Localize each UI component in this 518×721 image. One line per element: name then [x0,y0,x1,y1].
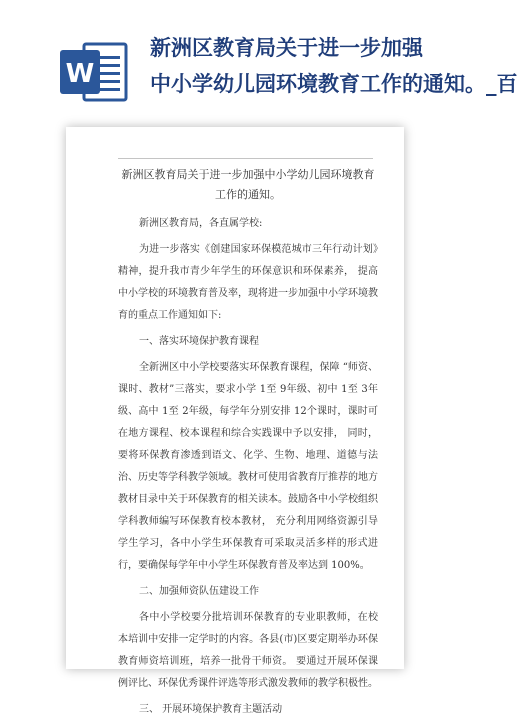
banner-title-line-2: 中小学幼儿园环境教育工作的通知。_百 [150,72,518,96]
document-body [118,165,378,721]
section-2-body: 各中小学校要分批培训环保教育的专业职教师，在校本培训中安排一定学时的内容。各县(市)区要定期举办环保教育师资培训班，培养一批骨干师资。 要通过开展环保课例评比、环保优秀课件评选等形式激发教师的教学积极性。 [118,612,378,689]
intro-paragraph: 为进一步落实《创建国家环保模范城市三年行动计划》精神，提升我市青少年学生的环保意识和环保素养， 提高中小学校的环境教育普及率，现将进一步加强中小学环境教育的重点工作通知如下: [118,244,378,321]
svg-text:W: W [65,59,95,89]
document-page [66,127,404,715]
section-3-heading: 三、 开展环境保护教育主题活动 [139,704,283,715]
document-title: 新洲区教育局关于进一步加强中小学幼儿园环境教育工作的通知。 [121,168,375,201]
header-rule [118,158,373,159]
banner-title-line-1: 新洲区教育局关于进一步加强 [150,36,423,60]
section-1-heading: 一、落实环境保护教育课程 [139,336,259,347]
document-banner [0,0,518,130]
section-2-heading: 二、加强师资队伍建设工作 [139,586,259,597]
word-document-icon [58,40,128,104]
salutation: 新洲区教育局，各直属学校: [139,218,263,229]
banner-title [150,30,518,102]
section-1-body: 全新洲区中小学校要落实环保教育课程，保障 “师资、课时、教材”三落实，要求小学 1至 9年级、初中 1至 3年级、高中 1至 2年级，每学年分别安排 12个课时，课时可在地方课程、校本课程和综合实践课中予以安排， 同时，要将环保教育渗透到语文、化学、生物、地理、道德与法治、历史等学科教学领域。教材可使用省教育厅推荐的地方教材目录中关于环保教育的相关读本。鼓励各中小学校组织学科教师编写环保教育校本教材， 充分利用网络资源引导学生学习，各中小学生环保教育可采取灵活多样的形式进行，要确保每学年中小学生环保教育普及率达到 100%。 [118,362,378,571]
